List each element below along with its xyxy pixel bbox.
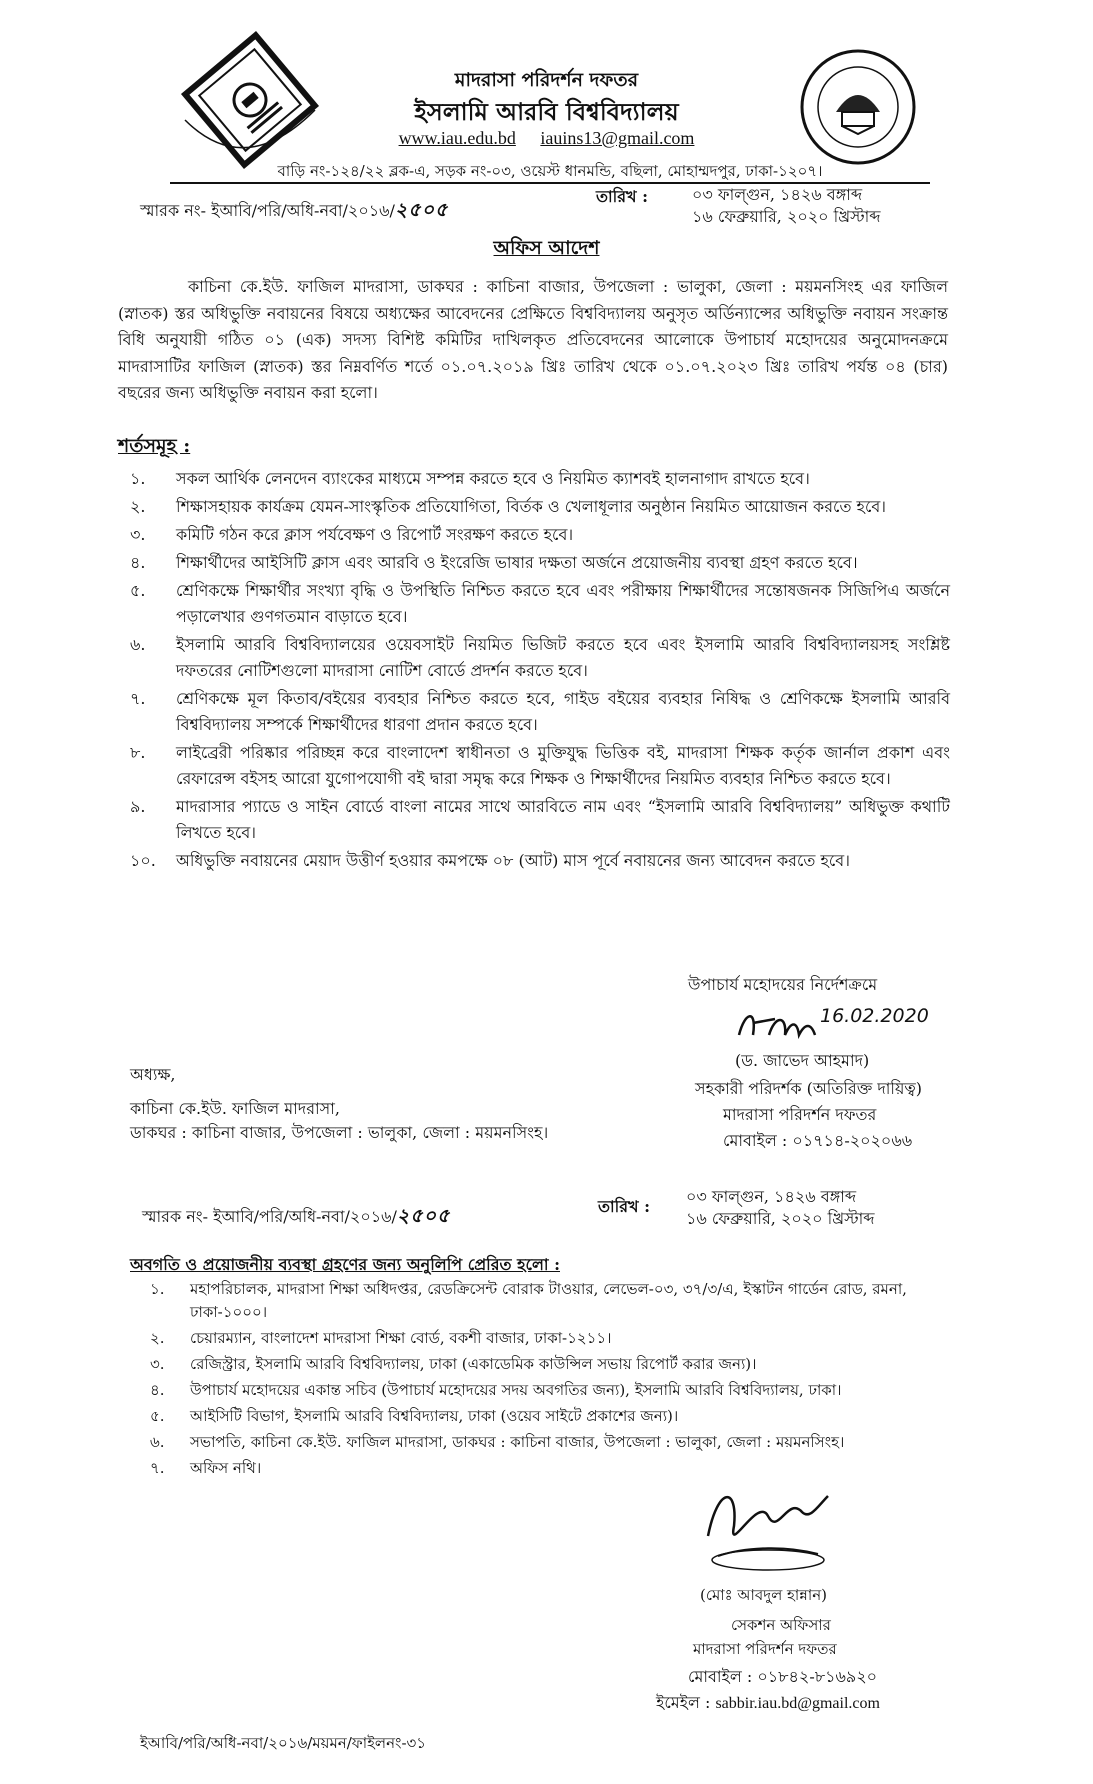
condition-number: ৪. — [130, 553, 146, 572]
condition-text: শিক্ষাসহায়ক কার্যক্রম যেমন-সাংস্কৃতিক প্রতিযোগিতা, বির্তক ও খেলাধূলার অনুষ্ঠান নিয়মিত আয়োজন করতে হবে। — [176, 497, 886, 516]
date-bangla: ০৩ ফাল্গুন, ১৪২৬ বঙ্গাব্দ — [692, 185, 863, 204]
signature-date: 16.02.2020 — [820, 1005, 929, 1027]
conditions-list — [130, 466, 950, 876]
email-label: ইমেইল : — [656, 1693, 716, 1712]
cc-item — [150, 1431, 958, 1454]
condition-text: লাইব্রেরী পরিষ্কার পরিচ্ছন্ন করে বাংলাদেশ স্বাধীনতা ও মুক্তিযুদ্ধ ভিত্তিক বই, মাদরাসা শিক্ষক কর্তৃক জার্নাল প্রকাশ এবং রেফারেন্স বইসহ আরো যুগোপযোগী বই দ্বারা সমৃদ্ধ করে শিক্ষক ও শিক্ষার্থীদের নিয়মিত ব্যবহার নিশ্চিত করতে হবে। — [176, 743, 950, 788]
recipient-address: ডাকঘর : কাচিনা বাজার, উপজেলা : ভালুকা, জেলা : ময়মনসিংহ। — [130, 1123, 549, 1142]
cc-number: ৪. — [150, 1381, 165, 1399]
condition-text: কমিটি গঠন করে ক্লাস পর্যবেক্ষণ ও রিপোর্ট সংরক্ষণ করতে হবে। — [176, 525, 574, 544]
condition-text: সকল আর্থিক লেনদেন ব্যাংকের মাধ্যমে সম্পন্ন করতে হবে ও নিয়মিত ক্যাশবই হালনাগাদ রাখতে হবে। — [176, 469, 810, 488]
recipient-institution: কাচিনা কে.ইউ. ফাজিল মাদরাসা, — [130, 1099, 340, 1118]
condition-number: ৬. — [130, 635, 146, 654]
cc-item — [150, 1327, 958, 1350]
header-address: বাড়ি নং-১২৪/২২ ব্লক-এ, সড়ক নং-০৩, ওয়েস্ট ধানমন্ডি, বছিলা, মোহাম্মদপুর, ঢাকা-১২০৭। — [277, 162, 823, 180]
cc-number: ১. — [150, 1280, 165, 1298]
condition-number: ৩. — [130, 525, 146, 544]
section-officer-mobile: মোবাইল : ০১৮৪২-৮১৬৯২০ — [688, 1667, 878, 1686]
signatory-department: মাদরাসা পরিদর্শন দফতর — [723, 1105, 877, 1124]
cc-list — [150, 1278, 958, 1483]
condition-number: ৯. — [130, 797, 146, 816]
website-link[interactable]: www.iau.edu.bd — [398, 128, 516, 148]
cc-text: উপাচার্য মহোদয়ের একান্ত সচিব (উপাচার্য মহোদয়ের সদয় অবগতির জন্য), ইসলামি আরবি বিশ্ববিদ্যালয়, ঢাকা। — [190, 1381, 842, 1399]
condition-number: ৭. — [130, 689, 146, 708]
cc-item — [150, 1405, 958, 1428]
condition-item — [130, 794, 950, 846]
cc-text: মহাপরিচালক, মাদরাসা শিক্ষা অধিদপ্তর, রেডক্রিসেন্ট বোরাক টাওয়ার, লেভেল-০৩, ৩৭/৩/এ, ইস্কাটন গার্ডেন রোড, রমনা, ঢাকা-১০০০। — [190, 1280, 907, 1321]
section-officer-designation: সেকশন অফিসার — [731, 1616, 831, 1634]
condition-text: শ্রেণিকক্ষে শিক্ষার্থীর সংখ্যা বৃদ্ধি ও উপস্থিতি নিশ্চিত করতে হবে এবং পরীক্ষায় শিক্ষার্থীদের সন্তোষজনক সিজিপিএ অর্জনে পড়ালেখার গুণগতমান বাড়াতে হবে। — [176, 581, 950, 626]
signatory-name: (ড. জাভেদ আহমাদ) — [735, 1051, 870, 1070]
cc-number: ২. — [150, 1329, 165, 1347]
condition-number: ৮. — [130, 743, 146, 762]
memo-reference — [140, 196, 448, 228]
email-address[interactable]: sabbir.iau.bd@gmail.com — [715, 1695, 880, 1712]
memo-reference-2 — [142, 1202, 450, 1234]
condition-number: ১০. — [130, 851, 156, 870]
condition-item — [130, 686, 950, 738]
condition-text: ইসলামি আরবি বিশ্ববিদ্যালয়ের ওয়েবসাইট নিয়মিত ভিজিট করতে হবে এবং ইসলামি আরবি বিশ্ববিদ্যালয়সহ সংশ্লিষ্ট দফতরের নোটিশগুলো মাদরাসা নোটিশ বোর্ডে প্রদর্শন করতে হবে। — [176, 635, 950, 680]
email-link[interactable]: iauins13@gmail.com — [540, 128, 695, 148]
condition-item — [130, 522, 950, 548]
cc-number: ৭. — [150, 1459, 165, 1477]
cc-number: ৩. — [150, 1355, 165, 1373]
cc-heading: অবগতি ও প্রয়োজনীয় ব্যবস্থা গ্রহণের জন্য অনুলিপি প্রেরিত হলো : — [130, 1255, 560, 1274]
section-officer-signature — [698, 1476, 838, 1576]
memo2-ref-label: স্মারক নং- ইআবি/পরি/অধি-নবা/২০১৬/ — [142, 1207, 397, 1226]
condition-number: ১. — [130, 469, 146, 488]
condition-text: শিক্ষার্থীদের আইসিটি ক্লাস এবং আরবি ও ইংরেজি ভাষার দক্ষতা অর্জনে প্রয়োজনীয় ব্যবস্থা গ্রহণ করতে হবে। — [176, 553, 858, 572]
cc-item — [150, 1379, 958, 1402]
title-text: অফিস আদেশ — [493, 237, 600, 259]
memo-ref-label: স্মারক নং- ইআবি/পরি/অধি-নবা/২০১৬/ — [140, 201, 395, 220]
cc-text: রেজিস্ট্রার, ইসলামি আরবি বিশ্ববিদ্যালয়, ঢাকা (একাডেমিক কাউন্সিল সভায় রিপোর্ট করার জন্য)। — [190, 1355, 757, 1373]
university-name: ইসলামি আরবি বিশ্ববিদ্যালয় — [414, 97, 679, 126]
section-officer-name: (মোঃ আবদুল হান্নান) — [700, 1586, 828, 1604]
condition-item — [130, 578, 950, 630]
signatory-mobile: মোবাইল : ০১৭১৪-২০২০৬৬ — [723, 1131, 913, 1150]
condition-number: ৫. — [130, 581, 146, 600]
section-officer-department: মাদরাসা পরিদর্শন দফতর — [693, 1640, 837, 1658]
header-contact — [0, 128, 1093, 149]
intro-text: কাচিনা কে.ইউ. ফাজিল মাদরাসা, ডাকঘর : কাচিনা বাজার, উপজেলা : ভালুকা, জেলা : ময়মনসিংহ এর ফাজিল (স্নাতক) স্তর অধিভুক্তি নবায়নের বিষয়ে অধ্যক্ষের আবেদনের প্রেক্ষিতে বিশ্ববিদ্যালয় অনুসৃত অর্ডিন্যান্সের অধিভুক্তি নবায়ন সংক্রান্ত বিধি অনুযায়ী গঠিত ০১ (এক) সদস্য বিশিষ্ট কমিটির দাখিলকৃত প্রতিবেদনের আলোকে উপাচার্য মহোদয়ের অনুমোদনক্রমে মাদরাসাটির ফাজিল (স্নাতক) স্তর নিম্নবর্ণিত শর্তে ০১.০৭.২০১৯ খ্রিঃ তারিখ থেকে ০১.০৭.২০২৩ খ্রিঃ তারিখ পর্যন্ত ০৪ (চার) বছরের জন্য অধিভুক্তি নবায়ন করা হলো। — [118, 277, 948, 402]
cc-text: চেয়ারম্যান, বাংলাদেশ মাদরাসা শিক্ষা বোর্ড, বকশী বাজার, ঢাকা-১২১১। — [190, 1329, 612, 1347]
cc-item — [150, 1353, 958, 1376]
recipient-title: অধ্যক্ষ, — [130, 1065, 176, 1084]
condition-text: অধিভুক্তি নবায়নের মেয়াদ উত্তীর্ণ হওয়ার কমপক্ষে ০৮ (আট) মাস পূর্বে নবায়নের জন্য আবেদন করতে হবে। — [176, 851, 850, 870]
conditions-heading: শর্তসমূহ : — [118, 435, 191, 457]
condition-item — [130, 494, 950, 520]
cc-item — [150, 1278, 958, 1324]
signatory-designation: সহকারী পরিদর্শক (অতিরিক্ত দায়িত্ব) — [695, 1079, 923, 1098]
date-label: তারিখ : — [596, 187, 649, 206]
date-gregorian-2: ১৬ ফেব্রুয়ারি, ২০২০ খ্রিস্টাব্দ — [686, 1209, 875, 1228]
condition-item — [130, 550, 950, 576]
date-bangla-2: ০৩ ফাল্গুন, ১৪২৬ বঙ্গাব্দ — [686, 1187, 857, 1206]
section-officer-email — [656, 1690, 880, 1717]
condition-text: শ্রেণিকক্ষে মূল কিতাব/বইয়ের ব্যবহার নিশ্চিত করতে হবে, গাইড বইয়ের ব্যবহার নিষিদ্ধ ও শ্রেণিকক্ষে ইসলামি আরবি বিশ্ববিদ্যালয় সম্পর্কে শিক্ষার্থীদের ধারণা প্রদান করতে হবে। — [176, 689, 950, 734]
cc-text: অফিস নথি। — [190, 1459, 262, 1477]
condition-item — [130, 740, 950, 792]
condition-text: মাদরাসার প্যাডে ও সাইন বোর্ডে বাংলা নামের সাথে আরবিতে নাম এবং “ইসলামি আরবি বিশ্ববিদ্যালয়” অধিভুক্ত কথাটি লিখতে হবে। — [176, 797, 950, 842]
date-gregorian: ১৬ ফেব্রুয়ারি, ২০২০ খ্রিস্টাব্দ — [692, 207, 881, 226]
condition-item — [130, 466, 950, 492]
cc-text: সভাপতি, কাচিনা কে.ইউ. ফাজিল মাদরাসা, ডাকঘর : কাচিনা বাজার, উপজেলা : ভালুকা, জেলা : ময়মনসিংহ। — [190, 1433, 845, 1451]
cc-number: ৬. — [150, 1433, 165, 1451]
cc-text: আইসিটি বিভাগ, ইসলামি আরবি বিশ্ববিদ্যালয়, ঢাকা (ওয়েব সাইটে প্রকাশের জন্য)। — [190, 1407, 679, 1425]
condition-item — [130, 848, 950, 874]
department-name: মাদরাসা পরিদর্শন দফতর — [454, 69, 639, 91]
date-label-2: তারিখ : — [598, 1197, 651, 1216]
file-reference: ইআবি/পরি/অধি-নবা/২০১৬/ময়মন/ফাইলনং-৩১ — [140, 1734, 427, 1752]
page-title — [0, 234, 1093, 266]
intro-paragraph — [118, 274, 948, 407]
order-line: উপাচার্য মহোদয়ের নির্দেশক্রমে — [688, 975, 878, 994]
memo-ref-number: ২৫০৫ — [394, 199, 449, 221]
memo2-ref-number: ২৫০৫ — [396, 1205, 451, 1227]
condition-number: ২. — [130, 497, 146, 516]
cc-number: ৫. — [150, 1407, 165, 1425]
condition-item — [130, 632, 950, 684]
